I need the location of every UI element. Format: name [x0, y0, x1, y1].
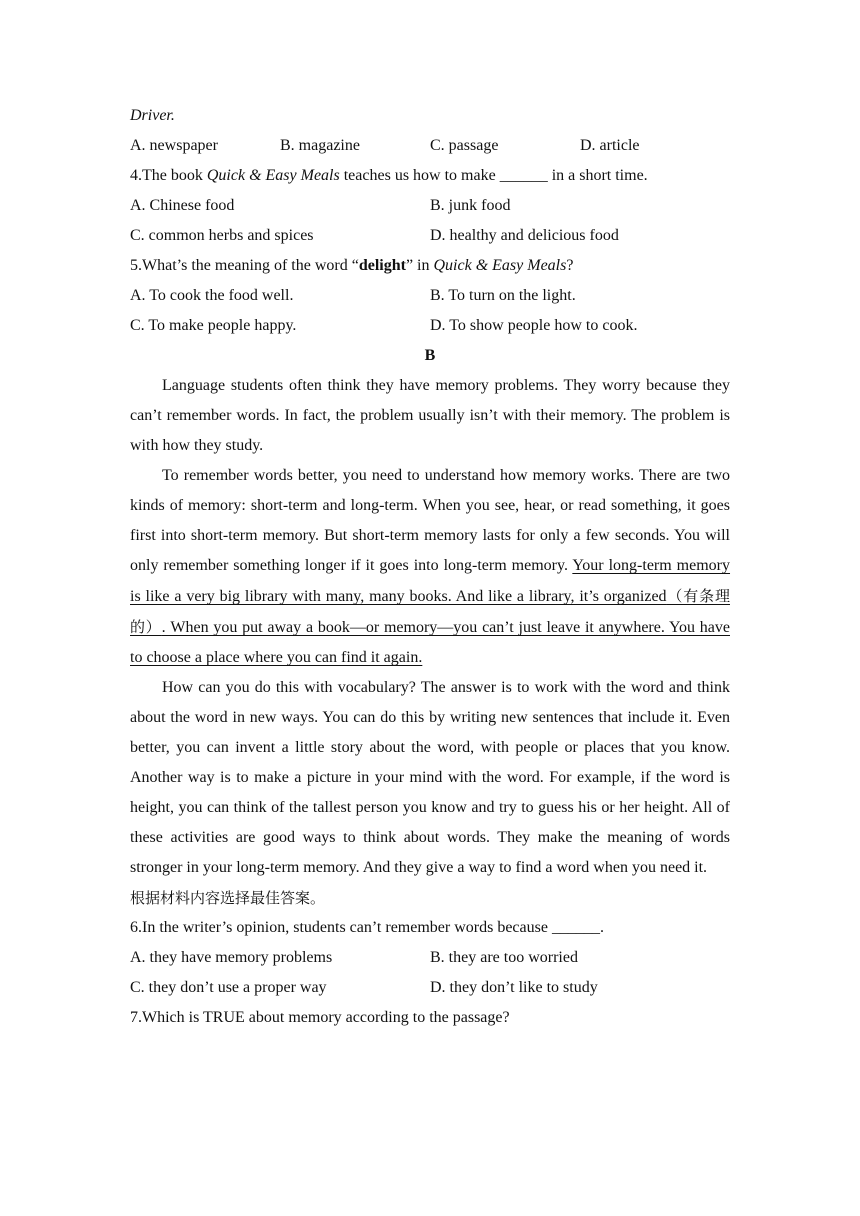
- option-b: B. To turn on the light.: [430, 287, 576, 304]
- question-7-stem: 7.Which is TRUE about memory according to the passage?: [130, 1009, 510, 1026]
- exam-page: [130, 101, 730, 1033]
- question-4-stem: 4.The book Quick & Easy Meals teaches us how to make ______ in a short time.: [130, 167, 648, 184]
- question-3-tail: [130, 101, 730, 131]
- section-heading: B: [424, 347, 436, 364]
- title-italic: Driver.: [130, 107, 175, 124]
- option-b: B. they are too worried: [430, 949, 578, 966]
- question-5-options-row1: [130, 281, 730, 311]
- instruction: 根据材料内容选择最佳答案。: [130, 889, 326, 907]
- option-a: A. newspaper: [130, 137, 218, 154]
- question-6-options-row1: [130, 943, 730, 973]
- question-5-stem: 5.What’s the meaning of the word “delight” in Quick & Easy Meals?: [130, 257, 574, 274]
- book-title: Quick & Easy Meals: [206, 167, 340, 184]
- option-c: C. common herbs and spices: [130, 227, 314, 244]
- passage-paragraph-3: How can you do this with vocabulary? The answer is to work with the word and think about the word in new ways. You can do this by writing new sentences that include it. Even better, you can invent a little story about the word, with people or places that you know. Another way is to make a picture in your mind with the word. For example, if the word is height, you can think of the tallest person you know and try to guess his or her height. All of these activities are good ways to think about words. They make the meaning of words stronger in your long-term memory. And they give a way to find a word when you need it.: [130, 679, 730, 876]
- underlined-sentence: Your long-term memory is like a very big library with many, many books. And like a library, it’s organized（有条理的）. When you put away a book—or memory—you can’t just leave it anywhere. You have to choose a place where you can find it again.: [130, 557, 731, 666]
- option-d: D. article: [580, 137, 640, 154]
- option-a: A. To cook the food well.: [130, 287, 294, 304]
- question-6-stem: 6.In the writer’s opinion, students can’t remember words because ______.: [130, 919, 604, 936]
- option-d: D. To show people how to cook.: [430, 317, 638, 334]
- option-d: D. they don’t like to study: [430, 979, 598, 996]
- option-c: C. To make people happy.: [130, 317, 297, 334]
- question-4-options-row1: [130, 191, 730, 221]
- book-title: Quick & Easy Meals: [433, 257, 567, 274]
- passage-paragraph-1: Language students often think they have memory problems. They worry because they can’t remember words. In fact, the problem usually isn’t with their memory. The problem is with how they study.: [130, 377, 730, 454]
- question-4-options-row2: [130, 221, 730, 251]
- option-b: B. junk food: [430, 197, 511, 214]
- option-a: A. they have memory problems: [130, 949, 333, 966]
- key-word: delight: [358, 257, 406, 274]
- question-6-options-row2: [130, 973, 730, 1003]
- passage-paragraph-2: To remember words better, you need to understand how memory works. There are two kinds of memory: short-term and long-term. When you see, hear, or read something, it goes first into short-term memory. But short-term memory lasts for only a few seconds. You will only remember something longer if it goes into long-term memory. Your long-term memory is like a very big library with many, many books. And like a library, it’s organized（有条理的）. When you put away a book—or memory—you can’t just leave it anywhere. You have to choose a place where you can find it again.: [130, 467, 731, 666]
- question-5-options-row2: [130, 311, 730, 341]
- option-b: B. magazine: [280, 137, 360, 154]
- question-3-options: [130, 131, 730, 161]
- option-c: C. they don’t use a proper way: [130, 979, 327, 996]
- chinese-gloss: （有条理的）: [130, 587, 730, 636]
- option-a: A. Chinese food: [130, 197, 235, 214]
- option-d: D. healthy and delicious food: [430, 227, 619, 244]
- option-c: C. passage: [430, 137, 499, 154]
